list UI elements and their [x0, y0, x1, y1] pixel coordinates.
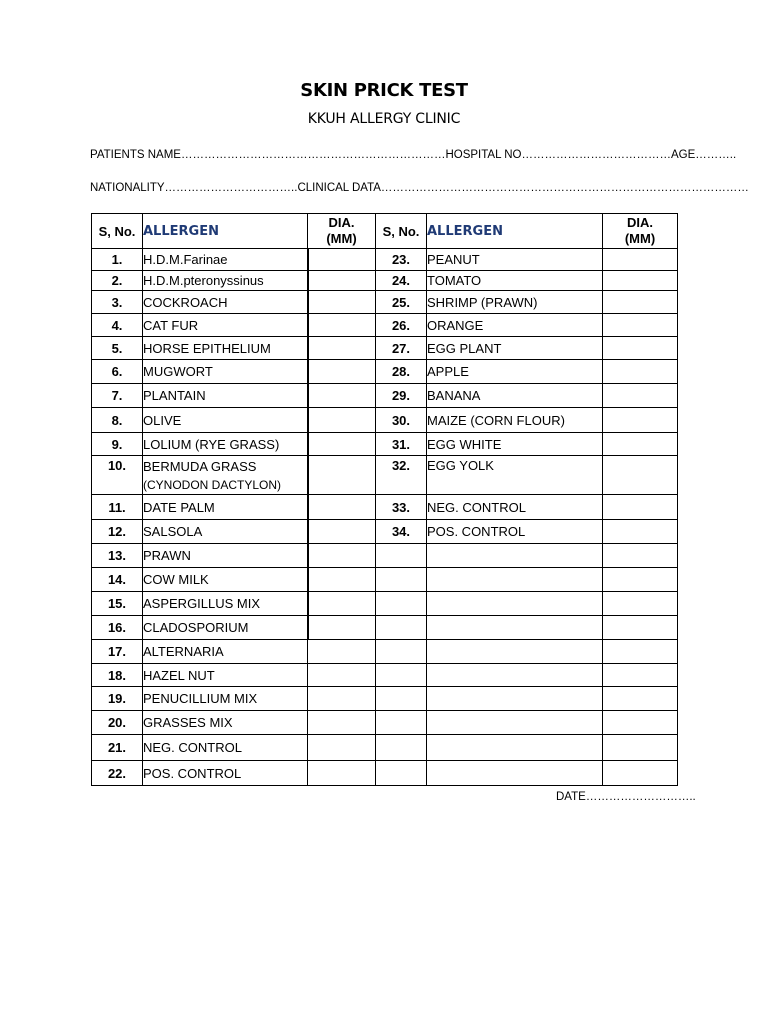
allergen-name: DATE PALM	[143, 495, 308, 520]
row-number: 2.	[92, 271, 143, 291]
table-row	[92, 592, 678, 616]
dia-header	[603, 214, 678, 249]
dia-input-cell[interactable]	[603, 495, 678, 520]
empty-cell	[376, 616, 427, 640]
empty-cell	[427, 616, 603, 640]
empty-cell	[376, 687, 427, 711]
dia-input-cell[interactable]	[603, 408, 678, 433]
allergen-name: HORSE EPITHELIUM	[143, 337, 308, 360]
row-number: 10.	[92, 456, 143, 495]
dia-input-cell[interactable]	[603, 640, 678, 664]
date-line: DATE………………………..	[556, 791, 696, 803]
allergen-name: APPLE	[427, 360, 603, 384]
dia-input-cell[interactable]	[603, 735, 678, 761]
allergen-name: ORANGE	[427, 314, 603, 337]
dia-input-cell[interactable]	[308, 761, 376, 786]
row-number: 18.	[92, 664, 143, 687]
empty-cell	[427, 640, 603, 664]
allergen-name: POS. CONTROL	[427, 520, 603, 544]
allergen-header: ALLERGEN	[427, 214, 603, 249]
dia-input-cell[interactable]	[308, 456, 376, 495]
table-row	[92, 456, 678, 495]
row-number: 3.	[92, 291, 143, 314]
row-number: 31.	[376, 433, 427, 456]
empty-cell	[376, 544, 427, 568]
allergen-name: MAIZE (CORN FLOUR)	[427, 408, 603, 433]
allergen-name: MUGWORT	[143, 360, 308, 384]
allergen-name: H.D.M.pteronyssinus	[143, 271, 308, 291]
table-row	[92, 495, 678, 520]
table-row	[92, 544, 678, 568]
allergen-name: H.D.M.Farinae	[143, 249, 308, 271]
table-row	[92, 664, 678, 687]
empty-cell	[376, 640, 427, 664]
dia-input-cell[interactable]	[308, 664, 376, 687]
empty-cell	[376, 592, 427, 616]
row-number: 30.	[376, 408, 427, 433]
allergen-name-sub: (CYNODON DACTYLON)	[143, 478, 282, 492]
dia-input-cell[interactable]	[603, 314, 678, 337]
allergen-name: COCKROACH	[143, 291, 308, 314]
allergen-name-cell	[143, 456, 308, 495]
allergen-name: GRASSES MIX	[143, 711, 308, 735]
allergen-header: ALLERGEN	[143, 214, 308, 249]
dia-input-cell[interactable]	[308, 616, 376, 640]
row-number: 5.	[92, 337, 143, 360]
allergen-name: PEANUT	[427, 249, 603, 271]
dia-input-cell[interactable]	[308, 249, 376, 271]
dia-input-cell[interactable]	[603, 360, 678, 384]
row-number: 7.	[92, 384, 143, 408]
table-row	[92, 384, 678, 408]
dia-header	[308, 214, 376, 249]
dia-input-cell[interactable]	[603, 592, 678, 616]
dia-input-cell[interactable]	[308, 568, 376, 592]
row-number: 25.	[376, 291, 427, 314]
row-number: 9.	[92, 433, 143, 456]
allergen-name: ALTERNARIA	[143, 640, 308, 664]
allergen-name: ASPERGILLUS MIX	[143, 592, 308, 616]
allergen-name: HAZEL NUT	[143, 664, 308, 687]
empty-cell	[427, 735, 603, 761]
row-number: 14.	[92, 568, 143, 592]
empty-cell	[427, 711, 603, 735]
table-row	[92, 520, 678, 544]
sno-header: S, No.	[376, 214, 427, 249]
dia-input-cell[interactable]	[308, 337, 376, 360]
allergen-name: EGG WHITE	[427, 433, 603, 456]
table-row	[92, 291, 678, 314]
patient-info-line: PATIENTS NAME……………………………………………………………HOSPITAL NO…………………………………AGE………..	[90, 149, 737, 161]
allergen-name: PLANTAIN	[143, 384, 308, 408]
allergen-table	[91, 213, 678, 786]
table-row	[92, 640, 678, 664]
row-number: 11.	[92, 495, 143, 520]
row-number: 26.	[376, 314, 427, 337]
sno-header: S, No.	[92, 214, 143, 249]
dia-input-cell[interactable]	[308, 735, 376, 761]
allergen-name: SHRIMP (PRAWN)	[427, 291, 603, 314]
row-number: 28.	[376, 360, 427, 384]
dia-input-cell[interactable]	[308, 687, 376, 711]
dia-input-cell[interactable]	[308, 408, 376, 433]
allergen-name: SALSOLA	[143, 520, 308, 544]
allergen-name: NEG. CONTROL	[143, 735, 308, 761]
dia-input-cell[interactable]	[308, 384, 376, 408]
table-header-row	[92, 214, 678, 249]
row-number: 29.	[376, 384, 427, 408]
empty-cell	[376, 761, 427, 786]
dia-input-cell[interactable]	[308, 433, 376, 456]
dia-input-cell[interactable]	[603, 616, 678, 640]
allergen-name: POS. CONTROL	[143, 761, 308, 786]
row-number: 13.	[92, 544, 143, 568]
allergen-name: BANANA	[427, 384, 603, 408]
allergen-name: LOLIUM (RYE GRASS)	[143, 433, 308, 456]
row-number: 1.	[92, 249, 143, 271]
allergen-name: CLADOSPORIUM	[143, 616, 308, 640]
empty-cell	[376, 711, 427, 735]
dia-input-cell[interactable]	[603, 711, 678, 735]
dia-header-line1: DIA.	[328, 215, 355, 230]
row-number: 27.	[376, 337, 427, 360]
row-number: 23.	[376, 249, 427, 271]
allergen-name: PENUCILLIUM MIX	[143, 687, 308, 711]
empty-cell	[376, 735, 427, 761]
row-number: 17.	[92, 640, 143, 664]
row-number: 33.	[376, 495, 427, 520]
allergen-name: BERMUDA GRASS	[143, 459, 257, 474]
row-number: 15.	[92, 592, 143, 616]
row-number: 32.	[376, 456, 427, 495]
dia-input-cell[interactable]	[603, 761, 678, 786]
dia-input-cell[interactable]	[308, 314, 376, 337]
dia-input-cell[interactable]	[308, 360, 376, 384]
dia-input-cell[interactable]	[308, 520, 376, 544]
table-row	[92, 314, 678, 337]
row-number: 4.	[92, 314, 143, 337]
dia-input-cell[interactable]	[603, 456, 678, 495]
row-number: 24.	[376, 271, 427, 291]
allergen-name: PRAWN	[143, 544, 308, 568]
allergen-name: NEG. CONTROL	[427, 495, 603, 520]
allergen-name: COW MILK	[143, 568, 308, 592]
dia-input-cell[interactable]	[603, 544, 678, 568]
table-row	[92, 337, 678, 360]
table-row	[92, 687, 678, 711]
empty-cell	[427, 687, 603, 711]
allergen-name: CAT FUR	[143, 314, 308, 337]
dia-input-cell[interactable]	[603, 291, 678, 314]
table-row	[92, 568, 678, 592]
dia-input-cell[interactable]	[308, 711, 376, 735]
dia-input-cell[interactable]	[308, 291, 376, 314]
dia-input-cell[interactable]	[308, 640, 376, 664]
row-number: 21.	[92, 735, 143, 761]
empty-cell	[427, 568, 603, 592]
dia-input-cell[interactable]	[308, 592, 376, 616]
empty-cell	[376, 568, 427, 592]
page-title: SKIN PRICK TEST	[300, 80, 468, 101]
allergen-name: TOMATO	[427, 271, 603, 291]
clinic-name: KKUH ALLERGY CLINIC	[307, 111, 461, 127]
empty-cell	[427, 592, 603, 616]
row-number: 8.	[92, 408, 143, 433]
dia-input-cell[interactable]	[603, 687, 678, 711]
table-row	[92, 735, 678, 761]
table-row	[92, 360, 678, 384]
row-number: 16.	[92, 616, 143, 640]
dia-input-cell[interactable]	[603, 337, 678, 360]
empty-cell	[427, 664, 603, 687]
allergen-name: EGG YOLK	[427, 456, 603, 495]
table-row	[92, 761, 678, 786]
row-number: 19.	[92, 687, 143, 711]
table-row	[92, 249, 678, 271]
nationality-clinical-line: NATIONALITY……………………………..CLINICAL DATA……………………………………………………………………………………	[90, 182, 749, 194]
table-row	[92, 616, 678, 640]
dia-input-cell[interactable]	[603, 568, 678, 592]
dia-input-cell[interactable]	[603, 664, 678, 687]
dia-header-line1: DIA.	[627, 215, 653, 230]
dia-input-cell[interactable]	[603, 433, 678, 456]
table-row	[92, 408, 678, 433]
dia-header-line2: (MM)	[326, 231, 357, 246]
dia-input-cell[interactable]	[308, 271, 376, 291]
dia-input-cell[interactable]	[308, 495, 376, 520]
table-row	[92, 271, 678, 291]
table-row	[92, 433, 678, 456]
dia-header-line2: (MM)	[624, 231, 656, 246]
dia-input-cell[interactable]	[308, 544, 376, 568]
empty-cell	[427, 761, 603, 786]
dia-input-cell[interactable]	[603, 249, 678, 271]
allergen-name: OLIVE	[143, 408, 308, 433]
dia-input-cell[interactable]	[603, 520, 678, 544]
row-number: 12.	[92, 520, 143, 544]
empty-cell	[427, 544, 603, 568]
row-number: 6.	[92, 360, 143, 384]
table-row	[92, 711, 678, 735]
allergen-name: EGG PLANT	[427, 337, 603, 360]
empty-cell	[376, 664, 427, 687]
dia-input-cell[interactable]	[603, 384, 678, 408]
row-number: 34.	[376, 520, 427, 544]
row-number: 22.	[92, 761, 143, 786]
dia-input-cell[interactable]	[603, 271, 678, 291]
row-number: 20.	[92, 711, 143, 735]
